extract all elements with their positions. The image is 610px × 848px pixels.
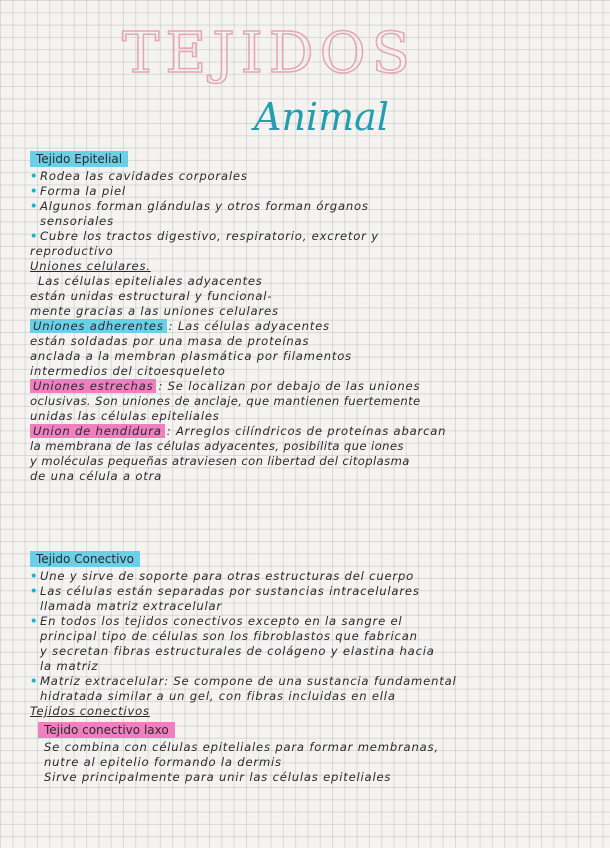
gap-text: y moléculas pequeñas atraviesen con libertad del citoplasma	[30, 454, 410, 468]
loose-heading: Tejido conectivo laxo	[38, 722, 175, 738]
loose-line: Sirve principalmente para unir las células epiteliales	[44, 770, 392, 784]
connective-section	[30, 548, 605, 785]
epithelial-heading: Tejido Epitelial	[30, 151, 128, 167]
page-subtitle: Animal	[254, 95, 389, 139]
tight-text: oclusivas. Son uniones de anclaje, que mantienen fuertemente	[30, 394, 421, 408]
bullet-icon: •	[30, 229, 39, 243]
connective-bullet-continuation: principal tipo de células son los fibroblastos que fabrican	[40, 629, 418, 643]
adherent-text: intermedios del citoesqueleto	[30, 364, 226, 378]
page-title: TEJIDOS	[122, 21, 416, 86]
loose-line: nutre al epitelio formando la dermis	[44, 755, 282, 769]
loose-line: Se combina con células epiteliales para formar membranas,	[44, 740, 439, 754]
epithelial-bullet: • Cubre los tractos digestivo, respiratorio, excretor y	[30, 229, 379, 243]
adherent-term: Uniones adherentes	[30, 319, 167, 333]
gap-text: la membrana de las células adyacentes, posibilita que iones	[30, 439, 404, 453]
unions-text: mente gracias a las uniones celulares	[30, 304, 279, 318]
unions-text: están unidas estructural y funcional-	[30, 289, 273, 303]
gap-junction: Union de hendidura : Arreglos cilíndricos de proteínas abarcan	[30, 424, 605, 439]
bullet-icon: •	[30, 199, 39, 213]
adherent-text: anclada a la membran plasmática por filamentos	[30, 349, 352, 363]
adherent-text: están soldadas por una masa de proteínas	[30, 334, 310, 348]
connective-bullet-continuation: llamada matriz extracelular	[40, 599, 222, 613]
unions-text: Las células epiteliales adyacentes	[38, 274, 263, 288]
connective-bullet: • Las células están separadas por sustancias intracelulares	[30, 584, 420, 598]
connective-bullet-continuation: y secretan fibras estructurales de colágeno y elastina hacia	[40, 644, 435, 658]
gap-text: de una célula a otra	[30, 469, 163, 483]
epithelial-bullet: • Forma la piel	[30, 184, 126, 198]
bullet-icon: •	[30, 169, 39, 183]
bullet-icon: •	[30, 184, 39, 198]
epithelial-bullet-continuation: sensoriales	[40, 214, 114, 228]
bullet-icon: •	[30, 614, 39, 628]
epithelial-bullet: • Algunos forman glándulas y otros forman órganos	[30, 199, 369, 213]
connective-lines	[30, 569, 605, 704]
unions-heading: Uniones celulares.	[30, 259, 151, 273]
adherent-junction: Uniones adherentes : Las células adyacentes	[30, 319, 605, 334]
epithelial-bullet: • Rodea las cavidades corporales	[30, 169, 248, 183]
tight-term: Uniones estrechas	[30, 379, 156, 393]
connective-heading: Tejido Conectivo	[30, 551, 140, 567]
connective-bullet: • Une y sirve de soporte para otras estructuras del cuerpo	[30, 569, 415, 583]
bullet-icon: •	[30, 569, 39, 583]
connective-bullet: • En todos los tejidos conectivos excepto en la sangre el	[30, 614, 403, 628]
epithelial-section	[30, 148, 605, 484]
connective-bullet-continuation: la matriz	[40, 659, 99, 673]
epithelial-bullet-continuation: reproductivo	[30, 244, 114, 258]
gap-term: Union de hendidura	[30, 424, 165, 438]
tight-junction: Uniones estrechas : Se localizan por debajo de las uniones	[30, 379, 605, 394]
connective-bullet: • Matriz extracelular: Se compone de una sustancia fundamental	[30, 674, 457, 688]
connective-bullet-continuation: hidratada similar a un gel, con fibras incluidas en ella	[40, 689, 396, 703]
types-heading: Tejidos conectivos	[30, 704, 150, 718]
bullet-icon: •	[30, 674, 39, 688]
bullet-icon: •	[30, 584, 39, 598]
tight-text: unidas las células epiteliales	[30, 409, 220, 423]
